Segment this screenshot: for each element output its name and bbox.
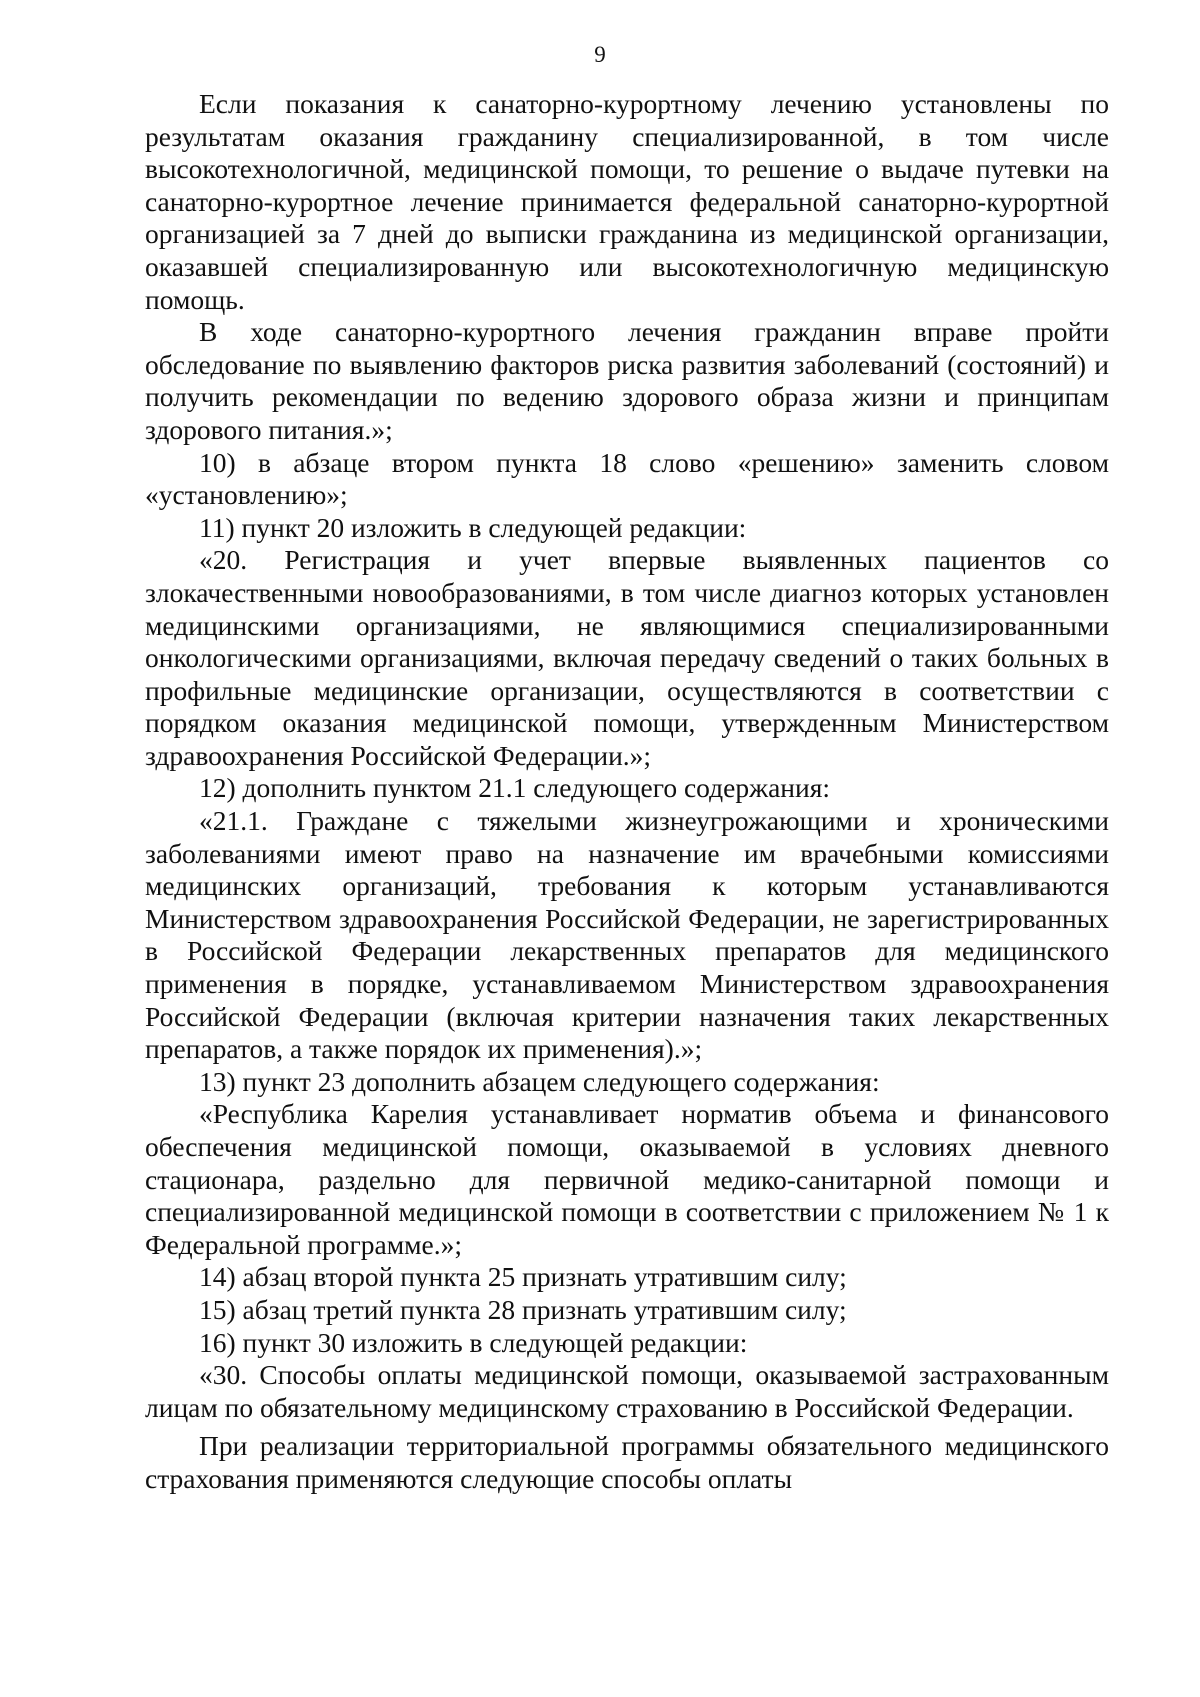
paragraph-point-20: «20. Регистрация и учет впервые выявленных пациентов со злокачественными новообразованиями, в том числе диагноз которых установлен медицинскими организациями, не являющимися специализированными онкологическими организациями, включая передачу сведений о таких больных в профильные медицинские организации, осуществляются в соответствии с порядком оказания медицинской помощи, утвержденным Министерством здравоохранения Российской Федерации.»; [145,544,1109,771]
paragraph-item-16: 16) пункт 30 изложить в следующей редакции: [199,1326,748,1358]
paragraph-sanatorium-indications: Если показания к санаторно-курортному лечению установлены по результатам оказания гражданину специализированной, в том числе высокотехнологичной, медицинской помощи, то решение о выдаче путевки на санаторно-курортное лечение принимается федеральной санаторно-курортной организацией за 7 дней до выписки гражданина из медицинской организации, оказавшей специализированную или высокотехнологичную медицинскую помощь. [145,88,1109,315]
paragraph-payment-methods: При реализации территориальной программы обязательного медицинского страхования применяются следующие способы оплаты [145,1430,1109,1494]
paragraph-sanatorium-examination: В ходе санаторно-курортного лечения гражданин вправе пройти обследование по выявлению факторов риска развития заболеваний (состояний) и получить рекомендации по ведению здорового образа жизни и принципам здорового питания.»; [145,316,1109,445]
paragraph-item-11: 11) пункт 20 изложить в следующей редакции: [199,511,747,543]
paragraph-point-21-1: «21.1. Граждане с тяжелыми жизнеугрожающими и хроническими заболеваниями имеют право на назначение им врачебными комиссиями медицинских организаций, требования к которым устанавливаются Министерством здравоохранения Российской Федерации, не зарегистрированных в Российской Федерации лекарственных препаратов для медицинского применения в порядке, устанавливаемом Министерством здравоохранения Российской Федерации (включая критерии назначения таких лекарственных препаратов, а также порядок их применения).»; [145,805,1109,1065]
paragraph-item-15: 15) абзац третий пункта 28 признать утратившим силу; [199,1293,847,1325]
paragraph-item-13: 13) пункт 23 дополнить абзацем следующего содержания: [199,1065,880,1097]
paragraph-item-10: 10) в абзаце втором пункта 18 слово «решению» заменить словом «установлению»; [145,446,1109,511]
document-body [145,88,1109,1496]
page-number: 9 [594,42,606,67]
paragraph-karelia-norm: «Республика Карелия устанавливает норматив объема и финансового обеспечения медицинской помощи, оказываемой в условиях дневного стационара, раздельно для первичной медико-санитарной помощи и специализированной медицинской помощи в соответствии с приложением № 1 к Федеральной программе.»; [145,1098,1109,1260]
paragraph-item-14: 14) абзац второй пункта 25 признать утратившим силу; [199,1261,847,1293]
paragraph-point-30: «30. Способы оплаты медицинской помощи, оказываемой застрахованным лицам по обязательному медицинскому страхованию в Российской Федерации. [145,1359,1109,1423]
paragraph-item-12: 12) дополнить пунктом 21.1 следующего содержания: [199,772,831,804]
